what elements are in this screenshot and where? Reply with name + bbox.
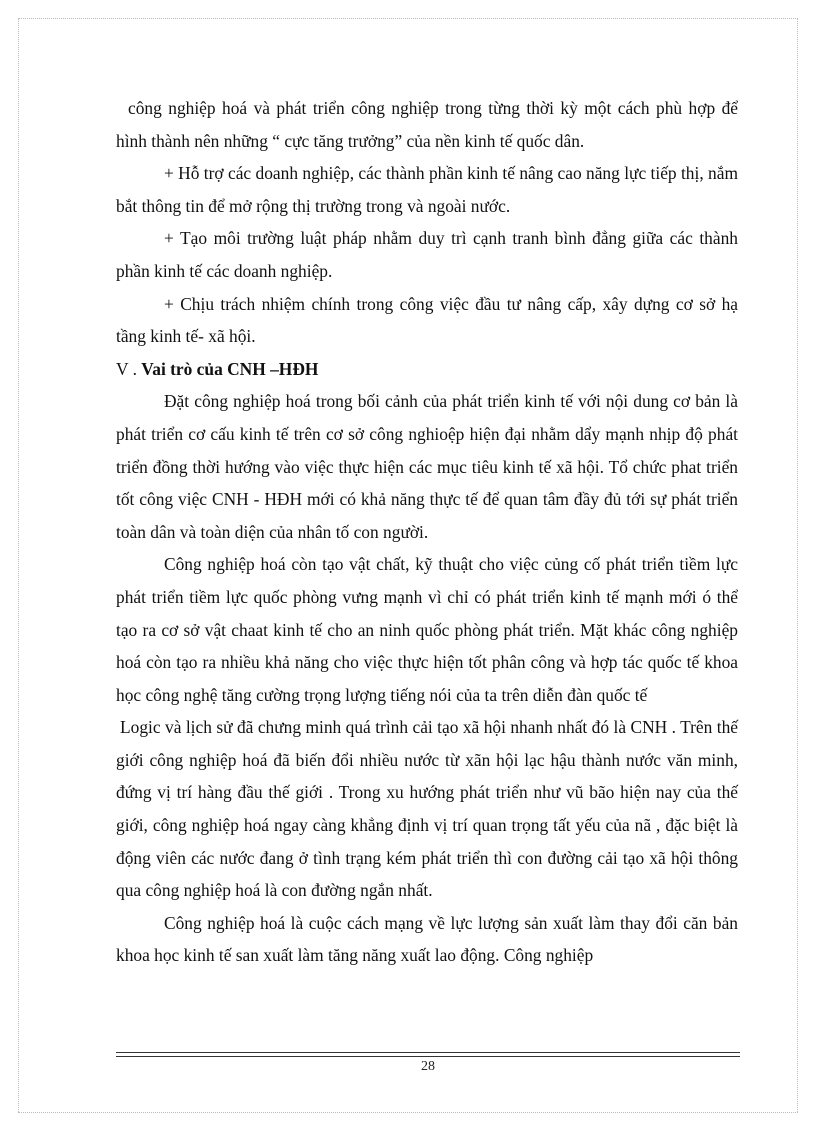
page-border-top <box>18 18 798 19</box>
paragraph-4: + Chịu trách nhiệm chính trong công việc đầu tư nâng cấp, xây dựng cơ sở hạ tầng kinh tế- xã hội. <box>116 293 738 347</box>
paragraph-5: Đặt công nghiệp hoá trong bối cảnh của phát triển kinh tế với nội dung cơ bản là phát triển cơ cấu kinh tế trên cơ sở công nghioệp hiện đại nhằm dẩy mạnh nhịp độ phát triển đồng thời hướng vào việc thực hiện các mục tiêu kinh tế xã hội. Tổ chức phat triển tốt công việc CNH - HĐH mới có khả năng thực tế để quan tâm đầy đủ tới sự phát triển toàn dân và toàn diện của nhân tố con người. <box>116 391 738 542</box>
paragraph-1: công nghiệp hoá và phát triển công nghiệp trong từng thời kỳ một cách phù hợp để hình thành nên những “ cực tăng trưởng” của nền kinh tế quốc dân. <box>116 98 738 151</box>
paragraph-3: + Tạo môi trường luật pháp nhằm duy trì cạnh tranh bình đẳng giữa các thành phần kinh tế các doanh nghiệp. <box>116 228 738 281</box>
paragraph-6: Công nghiệp hoá còn tạo vật chất, kỹ thuật cho việc củng cố phát triển tiềm lực phát triển tiềm lực quốc phòng vưng mạnh vì chỉ có phát triển kinh tế mạnh mới ó thể tạo ra cơ sở vật chaat kinh tế cho an ninh quốc phòng phát triển. Mặt khác công nghiệp hoá còn tạo ra nhiều khả năng cho việc thực hiện tốt phân công và hợp tác quốc tế khoa học công nghệ tăng cường trọng lượng tiếng nói của ta trên diễn đàn quốc tế <box>116 554 738 705</box>
paragraph-2: + Hỗ trợ các doanh nghiệp, các thành phần kinh tế nâng cao năng lực tiếp thị, nắm bắt thông tin để mở rộng thị trường trong và ngoài nước. <box>116 163 738 216</box>
document-body <box>116 92 738 972</box>
page-border-right <box>797 18 798 1112</box>
paragraph-7: Logic và lịch sử đã chưng minh quá trình cải tạo xã hội nhanh nhất đó là CNH . Trên thế giới công nghiệp hoá đã biến đổi nhiều nước từ xãn hội lạc hậu thành nước văn minh, đứng vị trí hàng đầu thế giới . Trong xu hướng phát triển như vũ bão hiện nay của thế giới, công nghiệp hoá ngay càng khẳng định vị trí quan trọng tất yếu của nã , đặc biệt là động viên các nước đang ở tình trạng kém phát triển thì con đường cải tạo xã hội thông qua công nghiệp hoá là con đường ngắn nhất. <box>116 717 738 901</box>
paragraph-8: Công nghiệp hoá là cuộc cách mạng về lực lượng sản xuất làm thay đổi căn bản khoa học kinh tế san xuất làm tăng năng xuất lao động. Công nghiệp <box>116 912 738 966</box>
page-border-left <box>18 18 19 1112</box>
section-number: V . <box>116 358 142 379</box>
page-number: 28 <box>421 1059 435 1074</box>
section-heading <box>116 353 738 386</box>
page-border-bottom <box>18 1112 798 1113</box>
section-title: Vai trò của CNH –HĐH <box>141 358 319 379</box>
footer-rule <box>116 1052 740 1057</box>
